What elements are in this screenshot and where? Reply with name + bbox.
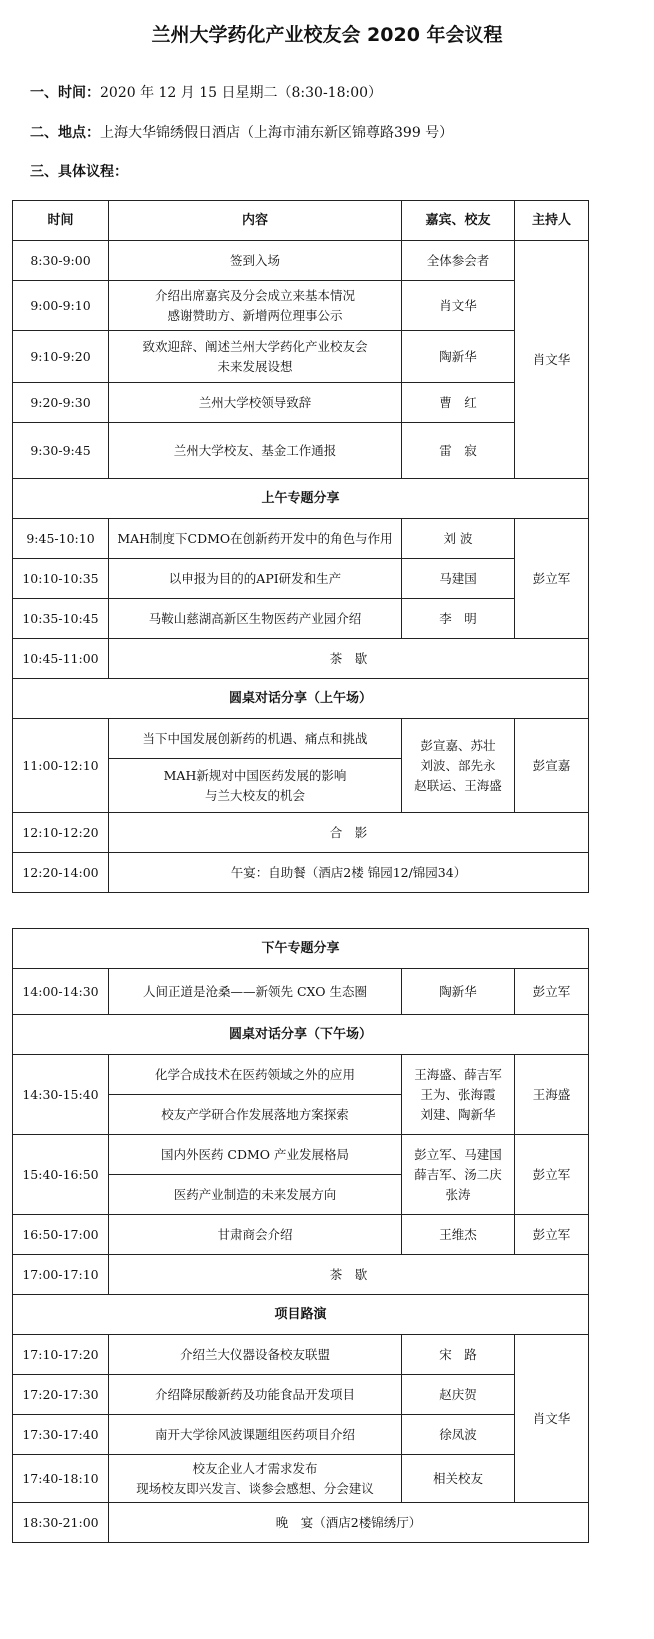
section-roundtable-am: 圆桌对话分享（上午场） — [13, 679, 589, 719]
table-header-row — [13, 201, 589, 241]
row-time: 17:10-17:20 — [13, 1335, 109, 1375]
section-roadshow: 项目路演 — [13, 1295, 589, 1335]
table-row — [13, 383, 589, 423]
table-row — [13, 281, 589, 331]
row-guest: 曹 红 — [402, 383, 515, 423]
row-host: 肖文华 — [515, 1335, 589, 1503]
section-pm-topics: 下午专题分享 — [13, 929, 589, 969]
table-row — [13, 241, 589, 281]
row-guest: 肖文华 — [402, 281, 515, 331]
row-host: 彭立军 — [515, 1135, 589, 1215]
info-place-key: 二、地点： — [30, 125, 100, 141]
row-guest: 李 明 — [402, 599, 515, 639]
row-time: 9:45-10:10 — [13, 519, 109, 559]
agenda-table-1 — [12, 200, 589, 893]
row-time: 14:30-15:40 — [13, 1055, 109, 1135]
row-content: 国内外医药 CDMO 产业发展格局 — [109, 1135, 402, 1175]
table-row — [13, 813, 589, 853]
table-row — [13, 1215, 589, 1255]
row-content: 马鞍山慈湖高新区生物医药产业园介绍 — [109, 599, 402, 639]
table-row — [13, 1335, 589, 1375]
row-content: 晚 宴（酒店2楼锦绣厅） — [109, 1503, 589, 1543]
row-time: 17:00-17:10 — [13, 1255, 109, 1295]
row-time: 17:20-17:30 — [13, 1375, 109, 1415]
row-content: 介绍出席嘉宾及分会成立来基本情况 感谢赞助方、新增两位理事公示 — [109, 281, 402, 331]
row-host: 彭立军 — [515, 969, 589, 1015]
row-host: 王海盛 — [515, 1055, 589, 1135]
row-guest: 刘 波 — [402, 519, 515, 559]
row-time: 9:20-9:30 — [13, 383, 109, 423]
agenda-table-2 — [12, 928, 589, 1543]
row-guest: 王维杰 — [402, 1215, 515, 1255]
table-row — [13, 423, 589, 479]
row-guest: 徐凤波 — [402, 1415, 515, 1455]
row-content: 茶 歇 — [109, 1255, 589, 1295]
table-row — [13, 331, 589, 383]
page-title: 兰州大学药化产业校友会 2020 年会议程 — [151, 24, 503, 46]
row-time: 16:50-17:00 — [13, 1215, 109, 1255]
header-time: 时间 — [13, 201, 109, 241]
row-content: MAH制度下CDMO在创新药开发中的角色与作用 — [109, 519, 402, 559]
row-guest: 马建国 — [402, 559, 515, 599]
row-time: 15:40-16:50 — [13, 1135, 109, 1215]
row-host: 彭立军 — [515, 1215, 589, 1255]
table-row — [13, 719, 589, 759]
section-row — [13, 479, 589, 519]
row-time: 12:20-14:00 — [13, 853, 109, 893]
row-time: 10:10-10:35 — [13, 559, 109, 599]
row-time: 10:35-10:45 — [13, 599, 109, 639]
table-row — [13, 519, 589, 559]
row-content: 茶 歇 — [109, 639, 589, 679]
row-time: 17:40-18:10 — [13, 1455, 109, 1503]
section-row — [13, 1295, 589, 1335]
table-row — [13, 853, 589, 893]
table-row — [13, 559, 589, 599]
row-host: 肖文华 — [515, 241, 589, 479]
row-time: 9:30-9:45 — [13, 423, 109, 479]
table-row — [13, 1375, 589, 1415]
row-content: 介绍降尿酸新药及功能食品开发项目 — [109, 1375, 402, 1415]
table-row — [13, 1503, 589, 1543]
table-row — [13, 1455, 589, 1503]
section-row — [13, 679, 589, 719]
row-time: 12:10-12:20 — [13, 813, 109, 853]
row-time: 10:45-11:00 — [13, 639, 109, 679]
table-row — [13, 969, 589, 1015]
table-row — [13, 1255, 589, 1295]
info-place-value: 上海大华锦绣假日酒店（上海市浦东新区锦尊路399 号） — [100, 125, 454, 141]
row-content: 合 影 — [109, 813, 589, 853]
row-guest: 赵庆贺 — [402, 1375, 515, 1415]
row-time: 14:00-14:30 — [13, 969, 109, 1015]
table-row — [13, 1135, 589, 1175]
row-guest: 陶新华 — [402, 969, 515, 1015]
row-guest: 全体参会者 — [402, 241, 515, 281]
row-time: 9:10-9:20 — [13, 331, 109, 383]
table-row — [13, 599, 589, 639]
row-content: 致欢迎辞、阐述兰州大学药化产业校友会 未来发展设想 — [109, 331, 402, 383]
info-time-key: 一、时间： — [30, 85, 100, 101]
section-roundtable-pm: 圆桌对话分享（下午场） — [13, 1015, 589, 1055]
row-guest: 宋 路 — [402, 1335, 515, 1375]
row-content: 甘肃商会介绍 — [109, 1215, 402, 1255]
row-content: 兰州大学校友、基金工作通报 — [109, 423, 402, 479]
info-time-value: 2020 年 12 月 15 日星期二（8:30-18:00） — [100, 85, 383, 101]
row-content: 兰州大学校领导致辞 — [109, 383, 402, 423]
row-host: 彭立军 — [515, 519, 589, 639]
header-guest: 嘉宾、校友 — [402, 201, 515, 241]
row-time: 18:30-21:00 — [13, 1503, 109, 1543]
row-content: 签到入场 — [109, 241, 402, 281]
info-time — [30, 82, 382, 102]
info-agenda-key: 三、具体议程： — [30, 164, 128, 180]
row-content: 介绍兰大仪器设备校友联盟 — [109, 1335, 402, 1375]
row-time: 8:30-9:00 — [13, 241, 109, 281]
row-guest: 彭立军、马建国 薛吉军、汤二庆 张涛 — [402, 1135, 515, 1215]
row-guest: 相关校友 — [402, 1455, 515, 1503]
row-content: 以申报为目的的API研发和生产 — [109, 559, 402, 599]
row-content: 人间正道是沧桑——新领先 CXO 生态圈 — [109, 969, 402, 1015]
info-agenda — [30, 161, 128, 181]
row-content: MAH新规对中国医药发展的影响 与兰大校友的机会 — [109, 759, 402, 813]
table-row — [13, 1415, 589, 1455]
row-content: 化学合成技术在医药领域之外的应用 — [109, 1055, 402, 1095]
row-guest: 王海盛、薛吉军 王为、张海霞 刘建、陶新华 — [402, 1055, 515, 1135]
section-row — [13, 929, 589, 969]
section-row — [13, 1015, 589, 1055]
row-time: 17:30-17:40 — [13, 1415, 109, 1455]
table-row — [13, 1055, 589, 1095]
row-content: 校友企业人才需求发布 现场校友即兴发言、谈参会感想、分会建议 — [109, 1455, 402, 1503]
row-content: 午宴：自助餐（酒店2楼 锦园12/锦园34） — [109, 853, 589, 893]
row-guest: 陶新华 — [402, 331, 515, 383]
row-host: 彭宣嘉 — [515, 719, 589, 813]
info-place — [30, 122, 453, 142]
row-guest: 雷 寂 — [402, 423, 515, 479]
section-am-topics: 上午专题分享 — [13, 479, 589, 519]
row-content: 南开大学徐风波课题组医药项目介绍 — [109, 1415, 402, 1455]
header-content: 内容 — [109, 201, 402, 241]
header-host: 主持人 — [515, 201, 589, 241]
table-row — [13, 639, 589, 679]
row-time: 9:00-9:10 — [13, 281, 109, 331]
row-content: 校友产学研合作发展落地方案探索 — [109, 1095, 402, 1135]
row-content: 医药产业制造的未来发展方向 — [109, 1175, 402, 1215]
row-guest: 彭宣嘉、苏壮 刘波、部先永 赵联运、王海盛 — [402, 719, 515, 813]
row-time: 11:00-12:10 — [13, 719, 109, 813]
row-content: 当下中国发展创新药的机遇、痛点和挑战 — [109, 719, 402, 759]
